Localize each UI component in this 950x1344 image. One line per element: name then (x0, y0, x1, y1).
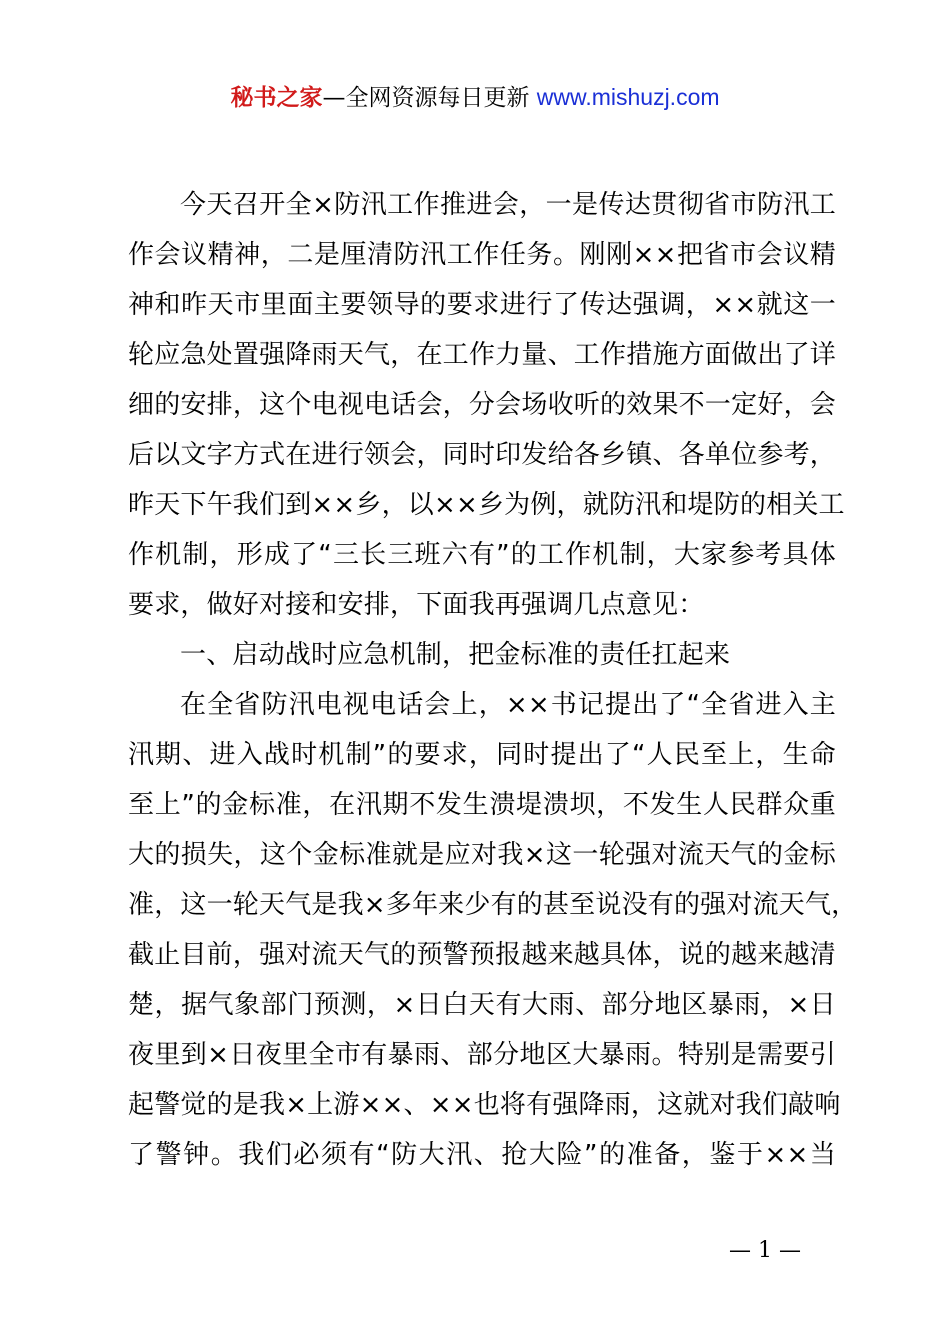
paragraph-line: 了警钟。我们必须有“防大汛、抢大险”的准备，鉴于××当 (128, 1140, 836, 1170)
paragraph-line: 在全省防汛电视电话会上，××书记提出了“全省进入主 (180, 690, 836, 720)
paragraph-line: 后以文字方式在进行领会，同时印发给各乡镇、各单位参考， (128, 440, 836, 470)
paragraph-line: 汛期、进入战时机制”的要求，同时提出了“人民至上，生命 (128, 740, 836, 770)
paragraph-line: 细的安排，这个电视电话会，分会场收听的效果不一定好，会 (128, 390, 836, 420)
paragraph-line: 今天召开全×防汛工作推进会，一是传达贯彻省市防汛工 (180, 190, 836, 220)
document-body (128, 180, 858, 1180)
paragraph-line: 至上”的金标准，在汛期不发生溃堤溃坝，不发生人民群众重 (128, 790, 836, 820)
paragraph-line: 截止目前，强对流天气的预警预报越来越具体，说的越来越清 (128, 940, 836, 970)
paragraph-line: 昨天下午我们到××乡，以××乡为例，就防汛和堤防的相关工 (128, 490, 845, 520)
paragraph-line: 起警觉的是我×上游××、××也将有强降雨，这就对我们敲响 (128, 1090, 841, 1120)
paragraph-line: 作机制，形成了“三长三班六有”的工作机制，大家参考具体 (128, 540, 836, 570)
paragraph-line: 楚，据气象部门预测，×日白天有大雨、部分地区暴雨，×日 (128, 990, 836, 1020)
site-header (0, 80, 950, 115)
paragraph-line: 神和昨天市里面主要领导的要求进行了传达强调，××就这一 (128, 290, 836, 320)
paragraph-line: 大的损失，这个金标准就是应对我×这一轮强对流天气的金标 (128, 840, 836, 870)
site-url-link[interactable]: www.mishuzj.com (536, 84, 720, 110)
brand-name: 秘书之家 (230, 85, 323, 111)
paragraph-line: 准，这一轮天气是我×多年来少有的甚至说没有的强对流天气， (128, 890, 858, 920)
paragraph-line: 夜里到×日夜里全市有暴雨、部分地区大暴雨。特别是需要引 (128, 1040, 836, 1070)
header-tagline: —全网资源每日更新 (322, 85, 537, 111)
page-number: — 1 — (729, 1238, 801, 1263)
paragraph-line: 要求，做好对接和安排，下面我再强调几点意见： (128, 590, 705, 620)
paragraph-line: 轮应急处置强降雨天气，在工作力量、工作措施方面做出了详 (128, 340, 836, 370)
section-heading: 一、启动战时应急机制，把金标准的责任扛起来 (180, 640, 731, 670)
paragraph-line: 作会议精神，二是厘清防汛工作任务。刚刚××把省市会议精 (128, 240, 836, 270)
